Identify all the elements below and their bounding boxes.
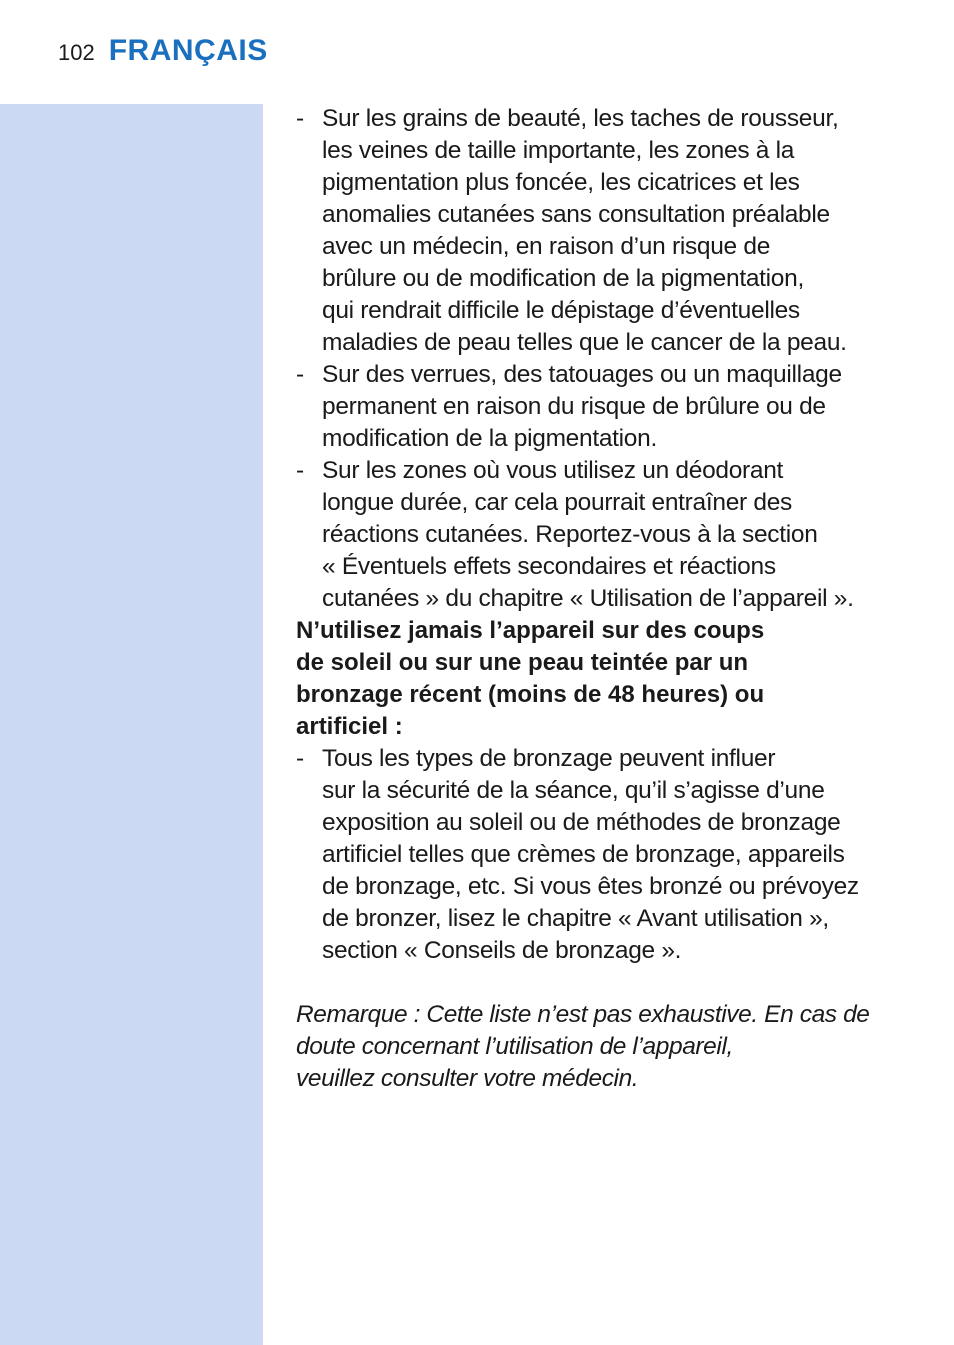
text-line: Sur les grains de beauté, les taches de rousseur, bbox=[322, 105, 839, 132]
note-paragraph bbox=[296, 999, 906, 1095]
text-line: réactions cutanées. Reportez-vous à la section bbox=[322, 521, 818, 548]
page-number: 102 bbox=[58, 40, 95, 65]
text-line: avec un médecin, en raison d’un risque de bbox=[322, 233, 771, 260]
text-line: « Éventuels effets secondaires et réactions bbox=[322, 553, 776, 580]
text-line: brûlure ou de modification de la pigmentation, bbox=[322, 265, 804, 292]
text-line: artificiel : bbox=[296, 713, 403, 740]
page-header bbox=[58, 34, 268, 74]
text-line: doute concernant l’utilisation de l’appareil, bbox=[296, 1033, 733, 1060]
text-line: qui rendrait difficile le dépistage d’éventuelles bbox=[322, 297, 800, 324]
text-line: permanent en raison du risque de brûlure ou de bbox=[322, 393, 826, 420]
text-line: anomalies cutanées sans consultation préalable bbox=[322, 201, 830, 228]
text-line: artificiel telles que crèmes de bronzage, appareils bbox=[322, 841, 845, 868]
bullet-dash: - bbox=[296, 105, 304, 132]
text-line: de bronzer, lisez le chapitre « Avant utilisation », bbox=[322, 905, 829, 932]
bullet-dash: - bbox=[296, 745, 304, 772]
text-line: Sur les zones où vous utilisez un déodorant bbox=[322, 457, 784, 484]
bullet-dash: - bbox=[296, 361, 304, 388]
list-item bbox=[296, 743, 906, 967]
main-content bbox=[296, 103, 906, 1095]
tanning-warning-heading bbox=[296, 615, 906, 743]
text-line: longue durée, car cela pourrait entraîner des bbox=[322, 489, 792, 516]
text-line: bronzage récent (moins de 48 heures) ou bbox=[296, 681, 765, 708]
text-line: de bronzage, etc. Si vous êtes bronzé ou prévoyez bbox=[322, 873, 859, 900]
list-item bbox=[296, 455, 906, 615]
text-line: exposition au soleil ou de méthodes de bronzage bbox=[322, 809, 841, 836]
text-line: pigmentation plus foncée, les cicatrices et les bbox=[322, 169, 800, 196]
list-item bbox=[296, 103, 906, 359]
text-line: cutanées » du chapitre « Utilisation de l’appareil ». bbox=[322, 585, 854, 612]
warning-list bbox=[296, 103, 906, 615]
text-line: de soleil ou sur une peau teintée par un bbox=[296, 649, 749, 676]
text-line: Sur des verrues, des tatouages ou un maquillage bbox=[322, 361, 842, 388]
text-line: maladies de peau telles que le cancer de la peau. bbox=[322, 329, 847, 356]
tanning-list bbox=[296, 743, 906, 967]
text-line: sur la sécurité de la séance, qu’il s’agisse d’une bbox=[322, 777, 825, 804]
text-line: Tous les types de bronzage peuvent influer bbox=[322, 745, 776, 772]
text-line: les veines de taille importante, les zones à la bbox=[322, 137, 795, 164]
list-item bbox=[296, 359, 906, 455]
text-line: veuillez consulter votre médecin. bbox=[296, 1065, 639, 1092]
text-line: modification de la pigmentation. bbox=[322, 425, 657, 452]
text-line: section « Conseils de bronzage ». bbox=[322, 937, 682, 964]
sidebar-band bbox=[0, 104, 263, 1345]
bullet-dash: - bbox=[296, 457, 304, 484]
text-line: Remarque : Cette liste n’est pas exhaustive. En cas de bbox=[296, 1001, 870, 1028]
text-line: N’utilisez jamais l’appareil sur des coups bbox=[296, 617, 765, 644]
section-title: FRANÇAIS bbox=[108, 34, 268, 67]
